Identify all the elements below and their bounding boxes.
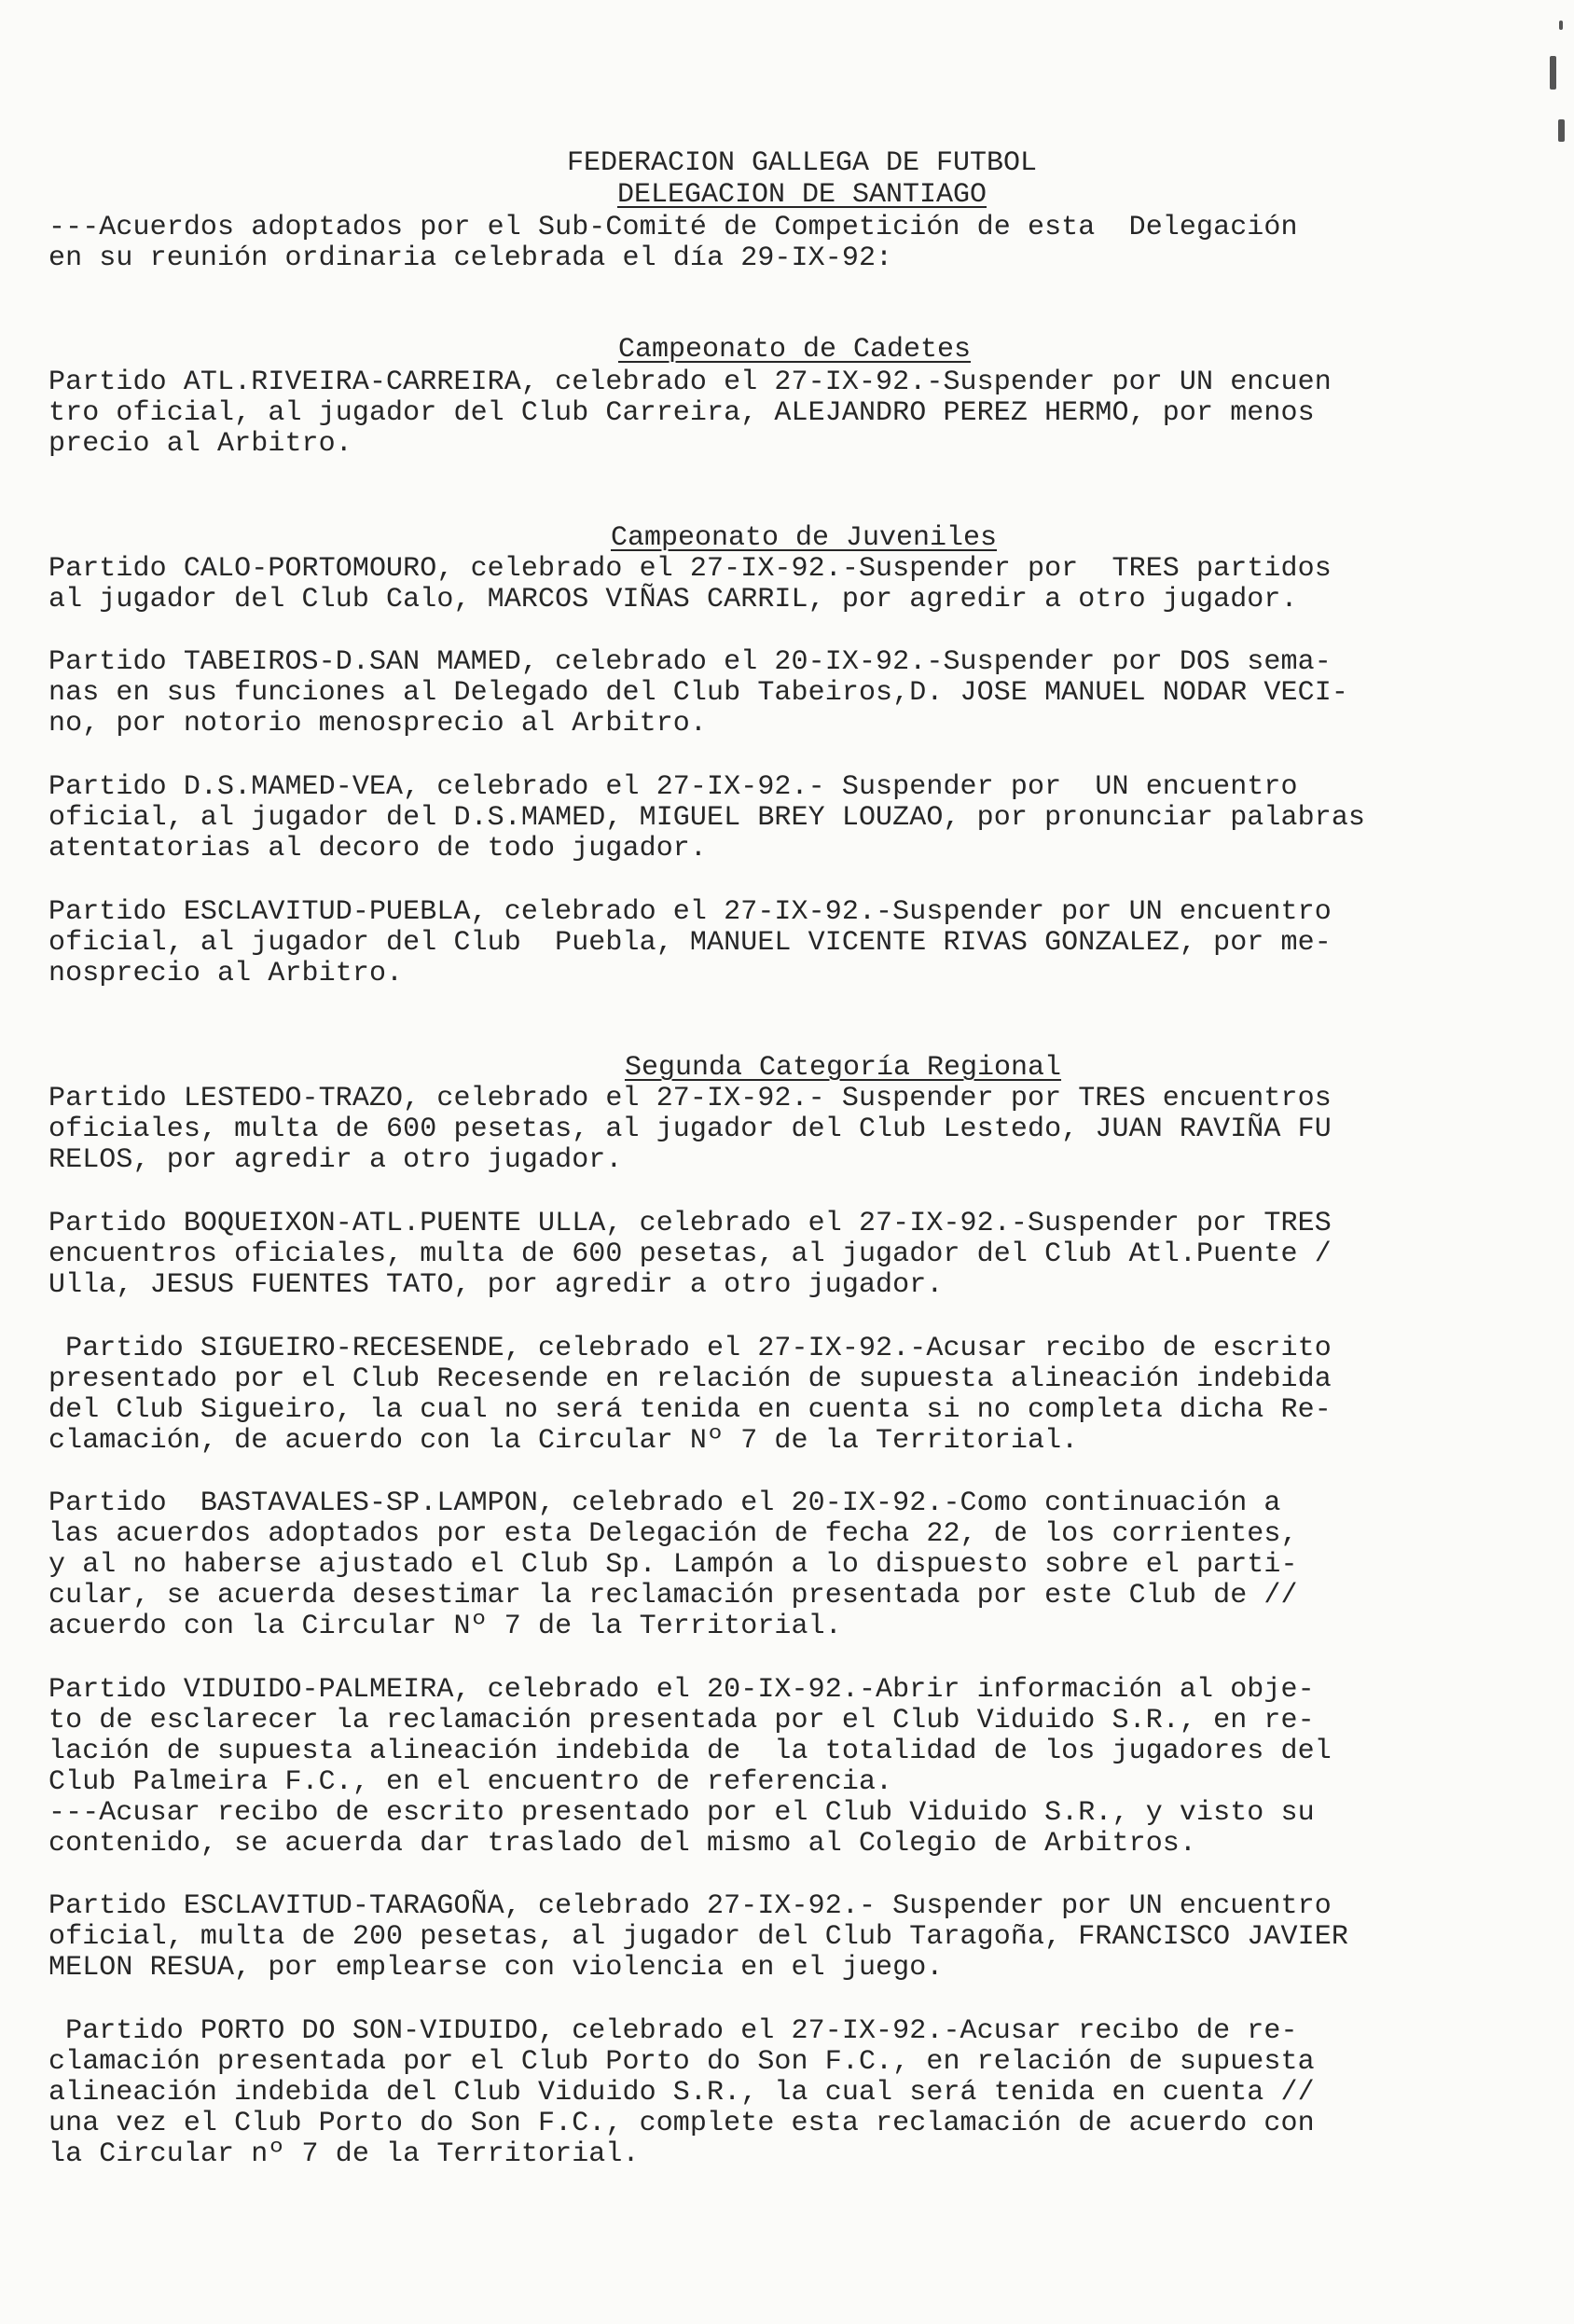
intro-line: ---Acuerdos adoptados por el Sub-Comité de Competición de esta Delegación: [48, 212, 1298, 243]
paragraph-line: contenido, se acuerda dar traslado del mismo al Colegio de Arbitros.: [48, 1828, 1196, 1860]
paragraph-line: las acuerdos adoptados por esta Delegación de fecha 22, de los corrientes,: [48, 1518, 1298, 1550]
paragraph-line: tro oficial, al jugador del Club Carreira, ALEJANDRO PEREZ HERMO, por menos: [48, 397, 1315, 429]
paragraph-line: oficial, al jugador del D.S.MAMED, MIGUEL BREY LOUZAO, por pronunciar palabras: [48, 802, 1366, 834]
paragraph-line: alineación indebida del Club Viduido S.R., la cual será tenida en cuenta //: [48, 2077, 1315, 2109]
paragraph-line: precio al Arbitro.: [48, 428, 352, 460]
paragraph-line: atentatorias al decoro de todo jugador.: [48, 833, 708, 865]
paragraph-line: Partido BASTAVALES-SP.LAMPON, celebrado el 20-IX-92.-Como continuación a: [48, 1487, 1281, 1519]
paragraph-line: encuentros oficiales, multa de 600 pesetas, al jugador del Club Atl.Puente /: [48, 1238, 1332, 1270]
paragraph-line: clamación presentada por el Club Porto do Son F.C., en relación de supuesta: [48, 2046, 1315, 2078]
paragraph-line: presentado por el Club Recesende en relación de supuesta alineación indebida: [48, 1363, 1332, 1395]
paragraph-line: oficial, al jugador del Club Puebla, MANUEL VICENTE RIVAS GONZALEZ, por me-: [48, 927, 1332, 959]
intro-line: en su reunión ordinaria celebrada el día 29-IX-92:: [48, 242, 893, 274]
paragraph-line: nas en sus funciones al Delegado del Club Tabeiros,D. JOSE MANUEL NODAR VECI-: [48, 677, 1348, 709]
paragraph-line: to de esclarecer la reclamación presentada por el Club Viduido S.R., en re-: [48, 1705, 1315, 1736]
paragraph-line: Partido ESCLAVITUD-TARAGOÑA, celebrado 27-IX-92.- Suspender por UN encuentro: [48, 1890, 1332, 1922]
header-subtitle: DELEGACION DE SANTIAGO: [616, 179, 987, 211]
paragraph-line: Partido VIDUIDO-PALMEIRA, celebrado el 20-IX-92.-Abrir información al obje-: [48, 1674, 1315, 1706]
margin-mark: [1550, 56, 1556, 90]
paragraph-line: la Circular nº 7 de la Territorial.: [48, 2138, 640, 2170]
paragraph-line: Partido ATL.RIVEIRA-CARREIRA, celebrado el 27-IX-92.-Suspender por UN encuen: [48, 367, 1332, 398]
paragraph-line: Ulla, JESUS FUENTES TATO, por agredir a otro jugador.: [48, 1269, 944, 1301]
paragraph-line: MELON RESUA, por emplearse con violencia en el juego.: [48, 1952, 944, 1984]
paragraph-line: Partido D.S.MAMED-VEA, celebrado el 27-IX-92.- Suspender por UN encuentro: [48, 771, 1298, 803]
header-title: FEDERACION GALLEGA DE FUTBOL: [566, 147, 1038, 179]
paragraph-line: clamación, de acuerdo con la Circular Nº 7 de la Territorial.: [48, 1425, 1079, 1457]
paragraph-line: Partido ESCLAVITUD-PUEBLA, celebrado el 27-IX-92.-Suspender por UN encuentro: [48, 896, 1332, 928]
paragraph-line: ---Acusar recibo de escrito presentado por el Club Viduido S.R., y visto su: [48, 1797, 1315, 1829]
paragraph-line: Partido BOQUEIXON-ATL.PUENTE ULLA, celebrado el 27-IX-92.-Suspender por TRES: [48, 1208, 1332, 1239]
paragraph-line: nosprecio al Arbitro.: [48, 958, 404, 989]
paragraph-line: RELOS, por agredir a otro jugador.: [48, 1144, 623, 1176]
paragraph-line: acuerdo con la Circular Nº 7 de la Territorial.: [48, 1611, 842, 1642]
margin-mark: [1558, 119, 1565, 142]
paragraph-line: no, por notorio menosprecio al Arbitro.: [48, 708, 708, 740]
paragraph-line: al jugador del Club Calo, MARCOS VIÑAS CARRIL, por agredir a otro jugador.: [48, 584, 1298, 616]
paragraph-line: una vez el Club Porto do Son F.C., complete esta reclamación de acuerdo con: [48, 2108, 1315, 2139]
paragraph-line: Partido TABEIROS-D.SAN MAMED, celebrado el 20-IX-92.-Suspender por DOS sema-: [48, 646, 1332, 678]
section-heading-juveniles: Campeonato de Juveniles: [610, 522, 998, 554]
paragraph-line: cular, se acuerda desestimar la reclamación presentada por este Club de //: [48, 1580, 1298, 1612]
paragraph-line: Partido PORTO DO SON-VIDUIDO, celebrado el 27-IX-92.-Acusar recibo de re-: [48, 2015, 1298, 2047]
paragraph-line: del Club Sigueiro, la cual no será tenida en cuenta si no completa dicha Re-: [48, 1394, 1332, 1426]
paragraph-line: Partido SIGUEIRO-RECESENDE, celebrado el 27-IX-92.-Acusar recibo de escrito: [48, 1333, 1332, 1364]
paragraph-line: Partido CALO-PORTOMOURO, celebrado el 27-IX-92.-Suspender por TRES partidos: [48, 553, 1332, 585]
paragraph-line: y al no haberse ajustado el Club Sp. Lampón a lo dispuesto sobre el parti-: [48, 1549, 1298, 1581]
paragraph-line: Club Palmeira F.C., en el encuentro de referencia.: [48, 1766, 893, 1798]
section-heading-cadetes: Campeonato de Cadetes: [617, 334, 972, 366]
paragraph-line: lación de supuesta alineación indebida de la totalidad de los jugadores del: [48, 1736, 1332, 1767]
paragraph-line: Partido LESTEDO-TRAZO, celebrado el 27-IX-92.- Suspender por TRES encuentros: [48, 1083, 1332, 1114]
margin-mark: [1559, 21, 1563, 30]
paragraph-line: oficial, multa de 200 pesetas, al jugador del Club Taragoña, FRANCISCO JAVIER: [48, 1921, 1348, 1953]
section-heading-segunda: Segunda Categoría Regional: [624, 1052, 1062, 1084]
paragraph-line: oficiales, multa de 600 pesetas, al jugador del Club Lestedo, JUAN RAVIÑA FU: [48, 1114, 1332, 1145]
